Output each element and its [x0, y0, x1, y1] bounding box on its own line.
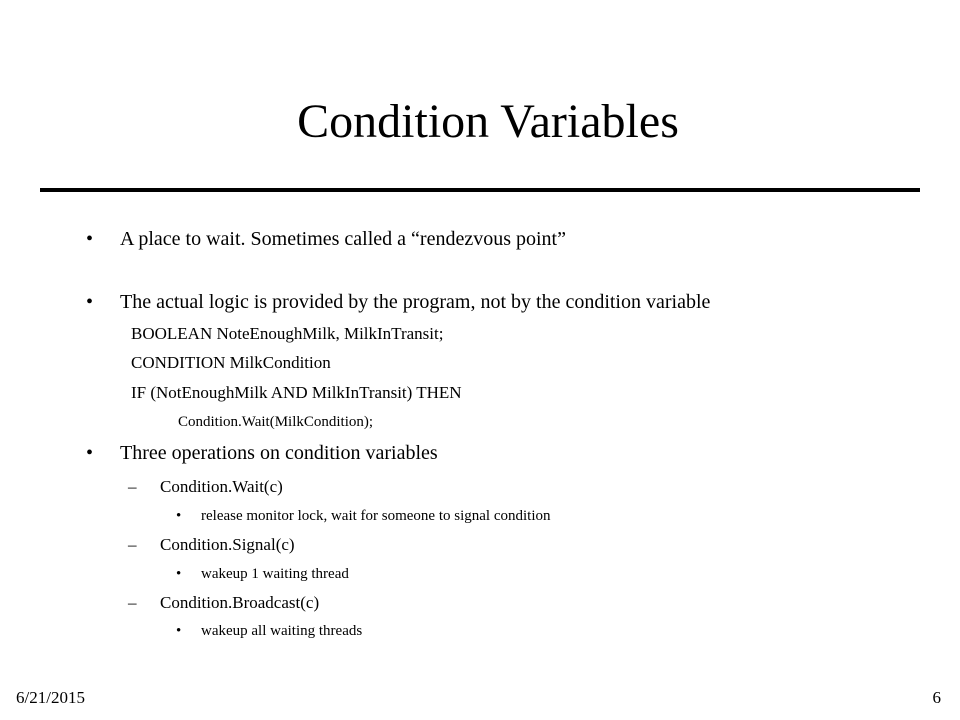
sub-sub-item	[176, 621, 363, 641]
sub-sub-item-text: release monitor lock, wait for someone to signal condition	[201, 508, 551, 524]
bullet-icon: •	[176, 508, 182, 524]
code-line-indented: Condition.Wait(MilkCondition);	[178, 414, 374, 430]
bullet-item	[86, 441, 438, 465]
bullet-text: A place to wait. Sometimes called a “rendezvous point”	[120, 228, 566, 250]
title-divider	[40, 188, 920, 192]
code-line: CONDITION MilkCondition	[131, 353, 331, 372]
bullet-icon: •	[176, 566, 182, 582]
bullet-item	[86, 290, 711, 314]
bullet-icon: •	[86, 442, 94, 464]
bullet-icon: •	[86, 291, 94, 313]
code-line: IF (NotEnoughMilk AND MilkInTransit) THEN	[131, 383, 462, 402]
sub-item-text: Condition.Signal(c)	[160, 535, 295, 554]
dash-icon: –	[128, 593, 137, 612]
code-line: BOOLEAN NoteEnoughMilk, MilkInTransit;	[131, 324, 444, 343]
bullet-text: Three operations on condition variables	[120, 442, 438, 464]
sub-item	[128, 534, 295, 556]
sub-item-text: Condition.Wait(c)	[160, 477, 283, 496]
footer-date: 6/21/2015	[16, 688, 85, 707]
bullet-icon: •	[86, 228, 94, 250]
slide-title: Condition Variables	[297, 95, 679, 148]
dash-icon: –	[128, 535, 137, 554]
sub-sub-item	[176, 506, 551, 526]
sub-sub-item	[176, 564, 349, 584]
sub-sub-item-text: wakeup 1 waiting thread	[201, 566, 349, 582]
dash-icon: –	[128, 477, 137, 496]
sub-sub-item-text: wakeup all waiting threads	[201, 623, 363, 639]
bullet-item	[86, 227, 566, 251]
bullet-text: The actual logic is provided by the program, not by the condition variable	[120, 291, 711, 313]
bullet-icon: •	[176, 623, 182, 639]
sub-item-text: Condition.Broadcast(c)	[160, 593, 320, 612]
footer-page-number: 6	[932, 688, 941, 707]
sub-item	[128, 592, 320, 614]
sub-item	[128, 476, 283, 498]
